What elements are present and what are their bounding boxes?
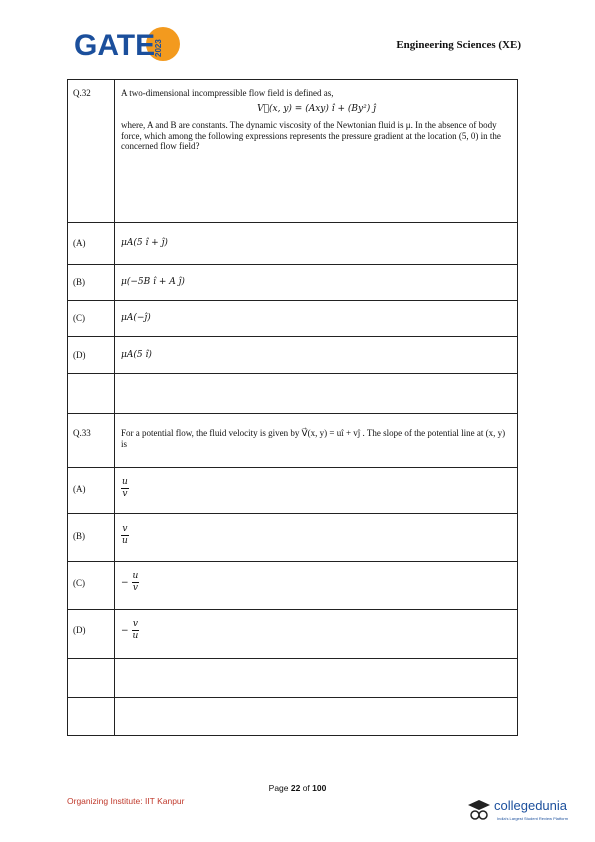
option-label: (B) [68,265,115,301]
brand-name: collegedunia [494,798,568,813]
option-text: μA(5 î) [115,337,518,374]
minus-sign: − [121,625,129,636]
option-label: (A) [68,223,115,265]
fraction: $\frac{u}{v}$ [132,571,139,593]
option-text: μA(5 î + ĵ) [115,223,518,265]
option-answer [115,514,518,562]
option-text: μ(−5B î + A ĵ) [115,265,518,301]
paper-title: Engineering Sciences (XE) [396,39,521,51]
empty-row [68,659,518,698]
option-text: μA(−ĵ) [115,301,518,337]
option-row [68,337,518,374]
option-row [68,468,518,514]
question-text: For a potential flow, the fluid velocity is given by V⃗(x, y) = uî + vĵ . The slope of the potential line at (x, y) is [115,414,518,468]
option-answer [115,468,518,514]
option-label: (D) [68,337,115,374]
page-number: Page 22 of 100 [268,783,327,793]
organizing-institute: Organizing Institute: IIT Kanpur [67,796,185,806]
fraction: $\frac{v}{u}$ [132,619,139,641]
option-answer [115,562,518,610]
question-number: Q.33 [68,414,115,468]
question-row [68,414,518,468]
empty-row [68,374,518,414]
question-intro: A two-dimensional incompressible flow field is defined as, [121,88,334,98]
option-label: (B) [68,514,115,562]
brand-tagline: India's Largest Student Review Platform [497,816,569,821]
option-row [68,610,518,659]
question-text: where, A and B are constants. The dynamic viscosity of the Newtonian fluid is μ. In the absence of body force, which among the following expressions represents the pressure gradient at the location (5, 0) in the concerned flow field? [121,120,501,151]
option-label: (C) [68,562,115,610]
question-row [68,80,518,223]
logo-year: 2023 [154,39,163,57]
graduation-cap-icon [467,799,491,821]
question-body [115,80,518,223]
option-label: (C) [68,301,115,337]
question-equation: V⃗(x, y) = (Axy) î + (By²) ĵ [257,104,376,114]
option-row [68,301,518,337]
gate-logo [74,27,184,71]
minus-sign: − [121,577,129,588]
question-table [67,79,518,736]
logo-text: GATE [74,29,156,62]
fraction: $\frac{u}{v}$ [122,477,128,499]
empty-row [68,698,518,736]
option-label: (A) [68,468,115,514]
option-row [68,223,518,265]
option-row [68,265,518,301]
option-answer [115,610,518,659]
collegedunia-logo [467,797,577,827]
option-label: (D) [68,610,115,659]
question-number: Q.32 [68,80,115,223]
option-row [68,562,518,610]
fraction: $\frac{v}{u}$ [122,524,128,546]
option-row [68,514,518,562]
